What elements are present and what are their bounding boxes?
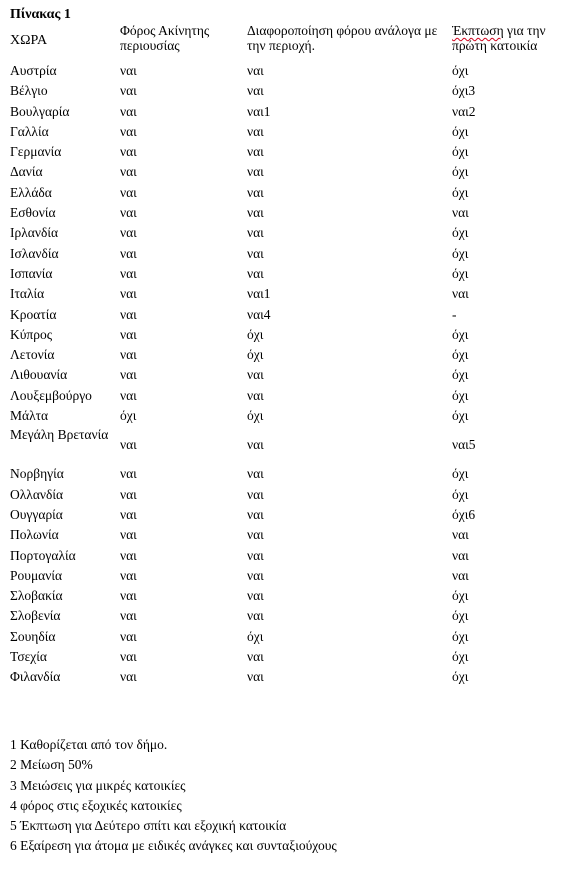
cell-tax: ναι xyxy=(120,628,137,644)
table-header-row xyxy=(10,23,576,61)
cell-regional: όχι xyxy=(247,408,264,424)
cell-exemption: όχι xyxy=(452,669,469,685)
header-regional xyxy=(247,23,452,61)
header-exemption-word: Έκπτωση xyxy=(452,23,504,38)
cell-country: Ουγγαρία xyxy=(10,506,63,522)
cell-tax: ναι xyxy=(120,306,137,322)
cell-tax: ναι xyxy=(120,326,137,342)
cell-regional: ναι xyxy=(247,245,264,261)
table-row xyxy=(10,223,576,243)
cell-regional: ναι xyxy=(247,437,264,453)
cell-exemption: όχι xyxy=(452,347,469,363)
cell-regional: ναι xyxy=(247,265,264,281)
table-row xyxy=(10,102,576,122)
cell-exemption: όχι3 xyxy=(452,83,476,99)
cell-tax: ναι xyxy=(120,164,137,180)
table-caption: Πίνακας 1 xyxy=(10,7,71,22)
cell-tax: ναι xyxy=(120,144,137,160)
table-row xyxy=(10,667,576,687)
header-regional-label: Διαφοροποίηση φόρου ανάλογα με την περιοχή. xyxy=(247,23,438,53)
cell-regional: όχι xyxy=(247,347,264,363)
cell-country: Φιλανδία xyxy=(10,669,61,685)
cell-tax: ναι xyxy=(120,205,137,221)
table-row xyxy=(10,284,576,304)
cell-exemption: ναι xyxy=(452,527,469,543)
cell-exemption: όχι xyxy=(452,588,469,604)
document-page xyxy=(10,6,576,688)
cell-tax: ναι xyxy=(120,588,137,604)
table-row xyxy=(10,345,576,365)
table-row xyxy=(10,305,576,325)
cell-tax: ναι xyxy=(120,669,137,685)
cell-regional: όχι xyxy=(247,326,264,342)
cell-country: Νορβηγία xyxy=(10,466,64,482)
cell-regional: ναι xyxy=(247,83,264,99)
cell-exemption: όχι xyxy=(452,367,469,383)
table-row xyxy=(10,406,576,426)
cell-regional: ναι xyxy=(247,588,264,604)
cell-tax: όχι xyxy=(120,408,137,424)
cell-country: Σλοβενία xyxy=(10,608,61,624)
cell-regional: ναι xyxy=(247,225,264,241)
cell-exemption: όχι xyxy=(452,63,469,78)
table-row xyxy=(10,142,576,162)
cell-exemption: όχι xyxy=(452,245,469,261)
cell-exemption: όχι xyxy=(452,184,469,200)
cell-country: Σουηδία xyxy=(10,628,56,644)
cell-tax: ναι xyxy=(120,649,137,665)
cell-country: Κροατία xyxy=(10,306,57,322)
table-row xyxy=(10,386,576,406)
cell-exemption: όχι xyxy=(452,649,469,665)
table-row xyxy=(10,586,576,606)
cell-country: Γαλλία xyxy=(10,123,49,139)
cell-tax: ναι xyxy=(120,437,137,453)
cell-regional: ναι xyxy=(247,144,264,160)
cell-exemption: όχι xyxy=(452,387,469,403)
cell-regional: ναι xyxy=(247,506,264,522)
cell-regional: ναι4 xyxy=(247,306,271,322)
cell-exemption: όχι xyxy=(452,225,469,241)
cell-regional: ναι xyxy=(247,123,264,139)
footnotes xyxy=(10,735,576,857)
cell-country: Εσθονία xyxy=(10,205,56,221)
table-row xyxy=(10,183,576,203)
cell-country: Αυστρία xyxy=(10,63,57,78)
header-property-tax xyxy=(120,23,247,61)
cell-exemption: όχι xyxy=(452,408,469,424)
cell-country: Τσεχία xyxy=(10,649,47,665)
header-exemption-rest: για την πρώτη κατοικία xyxy=(452,23,546,53)
cell-country: Πολωνία xyxy=(10,527,59,543)
footnote-5: 5 Έκπτωση για Δεύτερο σπίτι και εξοχική κατοικία xyxy=(10,818,287,834)
table-row xyxy=(10,546,576,566)
cell-tax: ναι xyxy=(120,567,137,583)
cell-regional: ναι xyxy=(247,608,264,624)
cell-tax: ναι xyxy=(120,265,137,281)
table-row xyxy=(10,525,576,545)
cell-exemption: ναι5 xyxy=(452,437,476,453)
table-row xyxy=(10,325,576,345)
cell-regional: ναι xyxy=(247,567,264,583)
cell-exemption: ναι xyxy=(452,567,469,583)
cell-exemption: όχι xyxy=(452,123,469,139)
cell-exemption: ναι xyxy=(452,205,469,221)
cell-regional: ναι xyxy=(247,649,264,665)
cell-country: Βουλγαρία xyxy=(10,103,70,119)
cell-regional: ναι xyxy=(247,486,264,502)
header-country: ΧΩΡΑ xyxy=(10,33,48,48)
cell-tax: ναι xyxy=(120,83,137,99)
table-row xyxy=(10,61,576,81)
cell-country: Λετονία xyxy=(10,347,55,363)
cell-regional: ναι xyxy=(247,184,264,200)
table-row xyxy=(10,244,576,264)
header-property-tax-label: Φόρος Ακίνητης περιουσίας xyxy=(120,23,210,53)
cell-tax: ναι xyxy=(120,123,137,139)
cell-exemption: όχι xyxy=(452,265,469,281)
cell-regional: ναι xyxy=(247,367,264,383)
cell-country: Ισλανδία xyxy=(10,245,59,261)
cell-country: Ολλανδία xyxy=(10,486,64,502)
table-row xyxy=(10,365,576,385)
cell-tax: ναι xyxy=(120,466,137,482)
cell-exemption: όχι xyxy=(452,326,469,342)
cell-country: Κύπρος xyxy=(10,326,53,342)
cell-exemption: - xyxy=(452,306,457,322)
cell-regional: ναι xyxy=(247,387,264,403)
cell-tax: ναι xyxy=(120,347,137,363)
cell-exemption: ναι xyxy=(452,547,469,563)
table-row xyxy=(10,81,576,101)
table-row xyxy=(10,426,576,464)
cell-country: Ιταλία xyxy=(10,286,45,302)
cell-regional: ναι xyxy=(247,205,264,221)
table-row xyxy=(10,203,576,223)
cell-regional: ναι xyxy=(247,164,264,180)
cell-tax: ναι xyxy=(120,486,137,502)
cell-regional: ναι1 xyxy=(247,103,271,119)
table-row xyxy=(10,162,576,182)
cell-regional: ναι xyxy=(247,466,264,482)
table-row xyxy=(10,122,576,142)
cell-country: Βέλγιο xyxy=(10,83,48,99)
cell-country: Ιρλανδία xyxy=(10,225,59,241)
table-row xyxy=(10,627,576,647)
cell-country: Ρουμανία xyxy=(10,567,63,583)
cell-country: Πορτογαλία xyxy=(10,547,76,563)
cell-exemption: όχι xyxy=(452,164,469,180)
cell-regional: ναι xyxy=(247,669,264,685)
cell-tax: ναι xyxy=(120,184,137,200)
header-exemption xyxy=(452,23,576,61)
cell-tax: ναι xyxy=(120,367,137,383)
table-row xyxy=(10,464,576,484)
cell-tax: ναι xyxy=(120,527,137,543)
cell-tax: ναι xyxy=(120,103,137,119)
footnote-4: 4 φόρος στις εξοχικές κατοικίες xyxy=(10,797,182,813)
footnote-1: 1 Καθορίζεται από τον δήμο. xyxy=(10,737,168,752)
cell-country: Γερμανία xyxy=(10,144,62,160)
cell-country: Ισπανία xyxy=(10,265,53,281)
cell-country: Μάλτα xyxy=(10,408,49,424)
cell-exemption: όχι xyxy=(452,608,469,624)
cell-tax: ναι xyxy=(120,608,137,624)
cell-exemption: όχι6 xyxy=(452,506,476,522)
cell-regional: ναι xyxy=(247,63,264,78)
cell-regional: ναι1 xyxy=(247,286,271,302)
footnote-3: 3 Μειώσεις για μικρές κατοικίες xyxy=(10,777,186,793)
cell-tax: ναι xyxy=(120,63,137,78)
cell-exemption: ναι xyxy=(452,286,469,302)
cell-exemption: όχι xyxy=(452,466,469,482)
cell-country: Σλοβακία xyxy=(10,588,63,604)
cell-country: Λουξεμβούργο xyxy=(10,387,92,403)
cell-regional: ναι xyxy=(247,547,264,563)
footnote-6: 6 Εξαίρεση για άτομα με ειδικές ανάγκες και συνταξιούχους xyxy=(10,838,337,854)
cell-tax: ναι xyxy=(120,506,137,522)
cell-exemption: ναι2 xyxy=(452,103,476,119)
cell-regional: ναι xyxy=(247,527,264,543)
cell-tax: ναι xyxy=(120,286,137,302)
footnote-2: 2 Μείωση 50% xyxy=(10,757,93,773)
cell-tax: ναι xyxy=(120,387,137,403)
cell-exemption: όχι xyxy=(452,628,469,644)
cell-country: Ελλάδα xyxy=(10,184,52,200)
cell-country: Δανία xyxy=(10,164,43,180)
cell-exemption: όχι xyxy=(452,144,469,160)
cell-tax: ναι xyxy=(120,547,137,563)
cell-tax: ναι xyxy=(120,245,137,261)
table-row xyxy=(10,566,576,586)
table-row xyxy=(10,505,576,525)
table-row xyxy=(10,606,576,626)
cell-country: Μεγάλη Βρετανία xyxy=(10,427,109,443)
cell-tax: ναι xyxy=(120,225,137,241)
property-tax-table xyxy=(10,23,576,688)
table-row xyxy=(10,647,576,667)
cell-country: Λιθουανία xyxy=(10,367,68,383)
cell-exemption: όχι xyxy=(452,486,469,502)
table-row xyxy=(10,264,576,284)
table-row xyxy=(10,485,576,505)
cell-regional: όχι xyxy=(247,628,264,644)
